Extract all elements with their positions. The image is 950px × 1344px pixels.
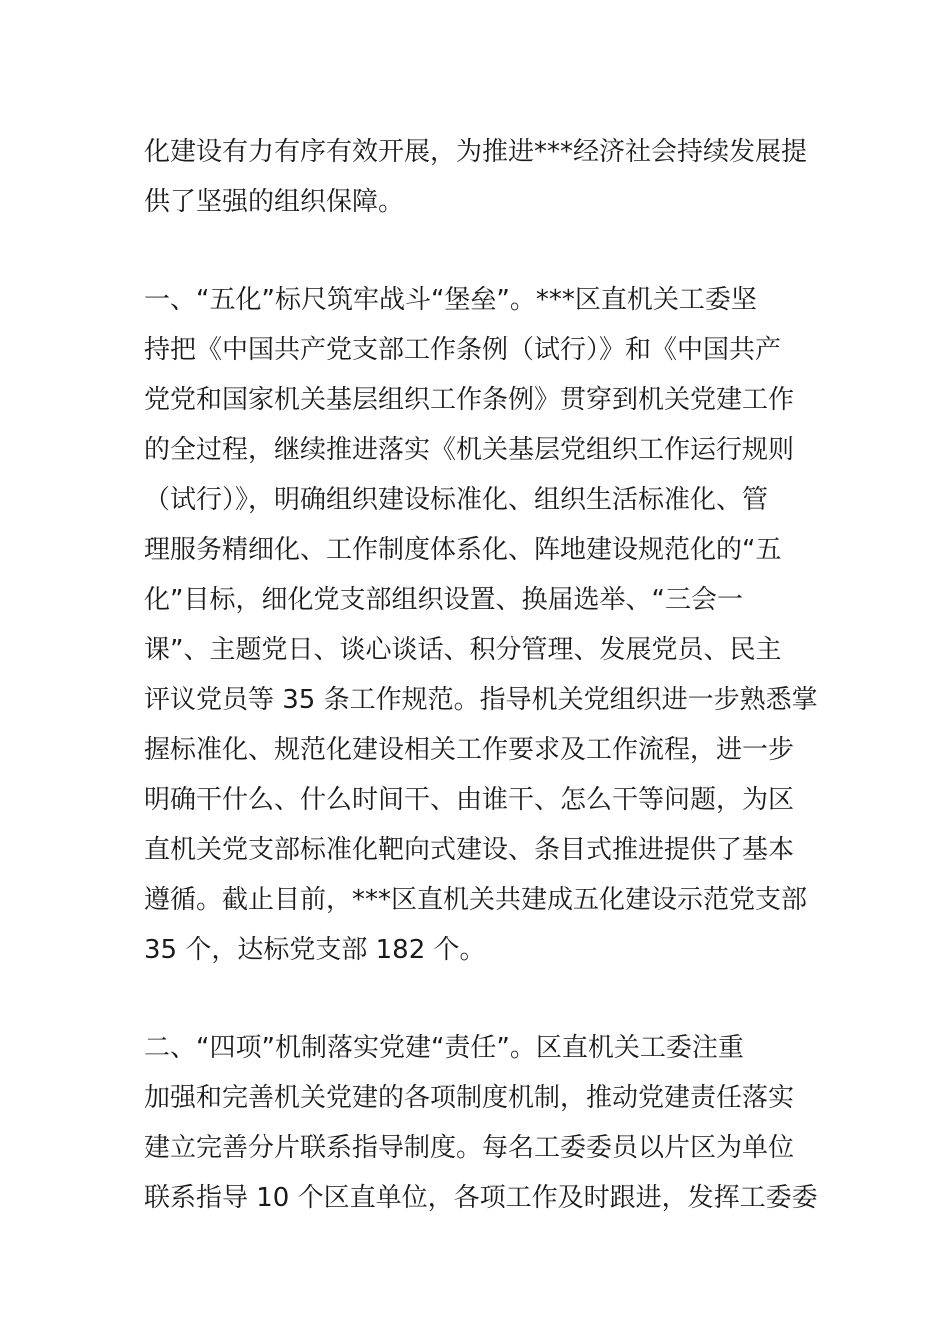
text-line: 评议党员等 35 条工作规范。指导机关党组织进一步熟悉掌: [144, 685, 818, 715]
text-line: 课”、主题党日、谈心谈话、积分管理、发展党员、民主: [144, 635, 782, 665]
text-line: 建立完善分片联系指导制度。每名工委委员以片区为单位: [144, 1133, 795, 1163]
text-line: 持把《中国共产党支部工作条例（试行）》和《中国共产: [144, 335, 782, 365]
text-line: 握标准化、规范化建设相关工作要求及工作流程，进一步: [144, 735, 795, 765]
text-line: 理服务精细化、工作制度体系化、阵地建设规范化的“五: [144, 535, 782, 565]
text-line: 明确干什么、什么时间干、由谁干、怎么干等问题，为区: [144, 785, 795, 815]
text-line: 联系指导 10 个区直单位，各项工作及时跟进，发挥工委委: [144, 1183, 818, 1213]
text-line: 35 个，达标党支部 182 个。: [144, 935, 486, 965]
text-line: 的全过程，继续推进落实《机关基层党组织工作运行规则: [144, 435, 795, 465]
text-line: （试行）》，明确组织建设标准化、组织生活标准化、管: [144, 485, 769, 515]
text-line: 供了坚强的组织保障。: [144, 187, 405, 217]
text-line: 直机关党支部标准化靶向式建设、条目式推进提供了基本: [144, 835, 795, 865]
text-line: 化建设有力有序有效开展，为推进***经济社会持续发展提: [144, 137, 808, 167]
text-line: 遵循。截止目前，***区直机关共建成五化建设示范党支部: [144, 885, 808, 915]
text-line: 加强和完善机关党建的各项制度机制，推动党建责任落实: [144, 1083, 795, 1113]
text-line: 党党和国家机关基层组织工作条例》贯穿到机关党建工作: [144, 385, 795, 415]
text-line: 化”目标，细化党支部组织设置、换届选举、“三会一: [144, 585, 743, 615]
section-heading-line: 二、“四项”机制落实党建“责任”。区直机关工委注重: [144, 1033, 744, 1063]
section-heading-line: 一、“五化”标尺筑牢战斗“堡垒”。***区直机关工委坚: [144, 285, 757, 315]
